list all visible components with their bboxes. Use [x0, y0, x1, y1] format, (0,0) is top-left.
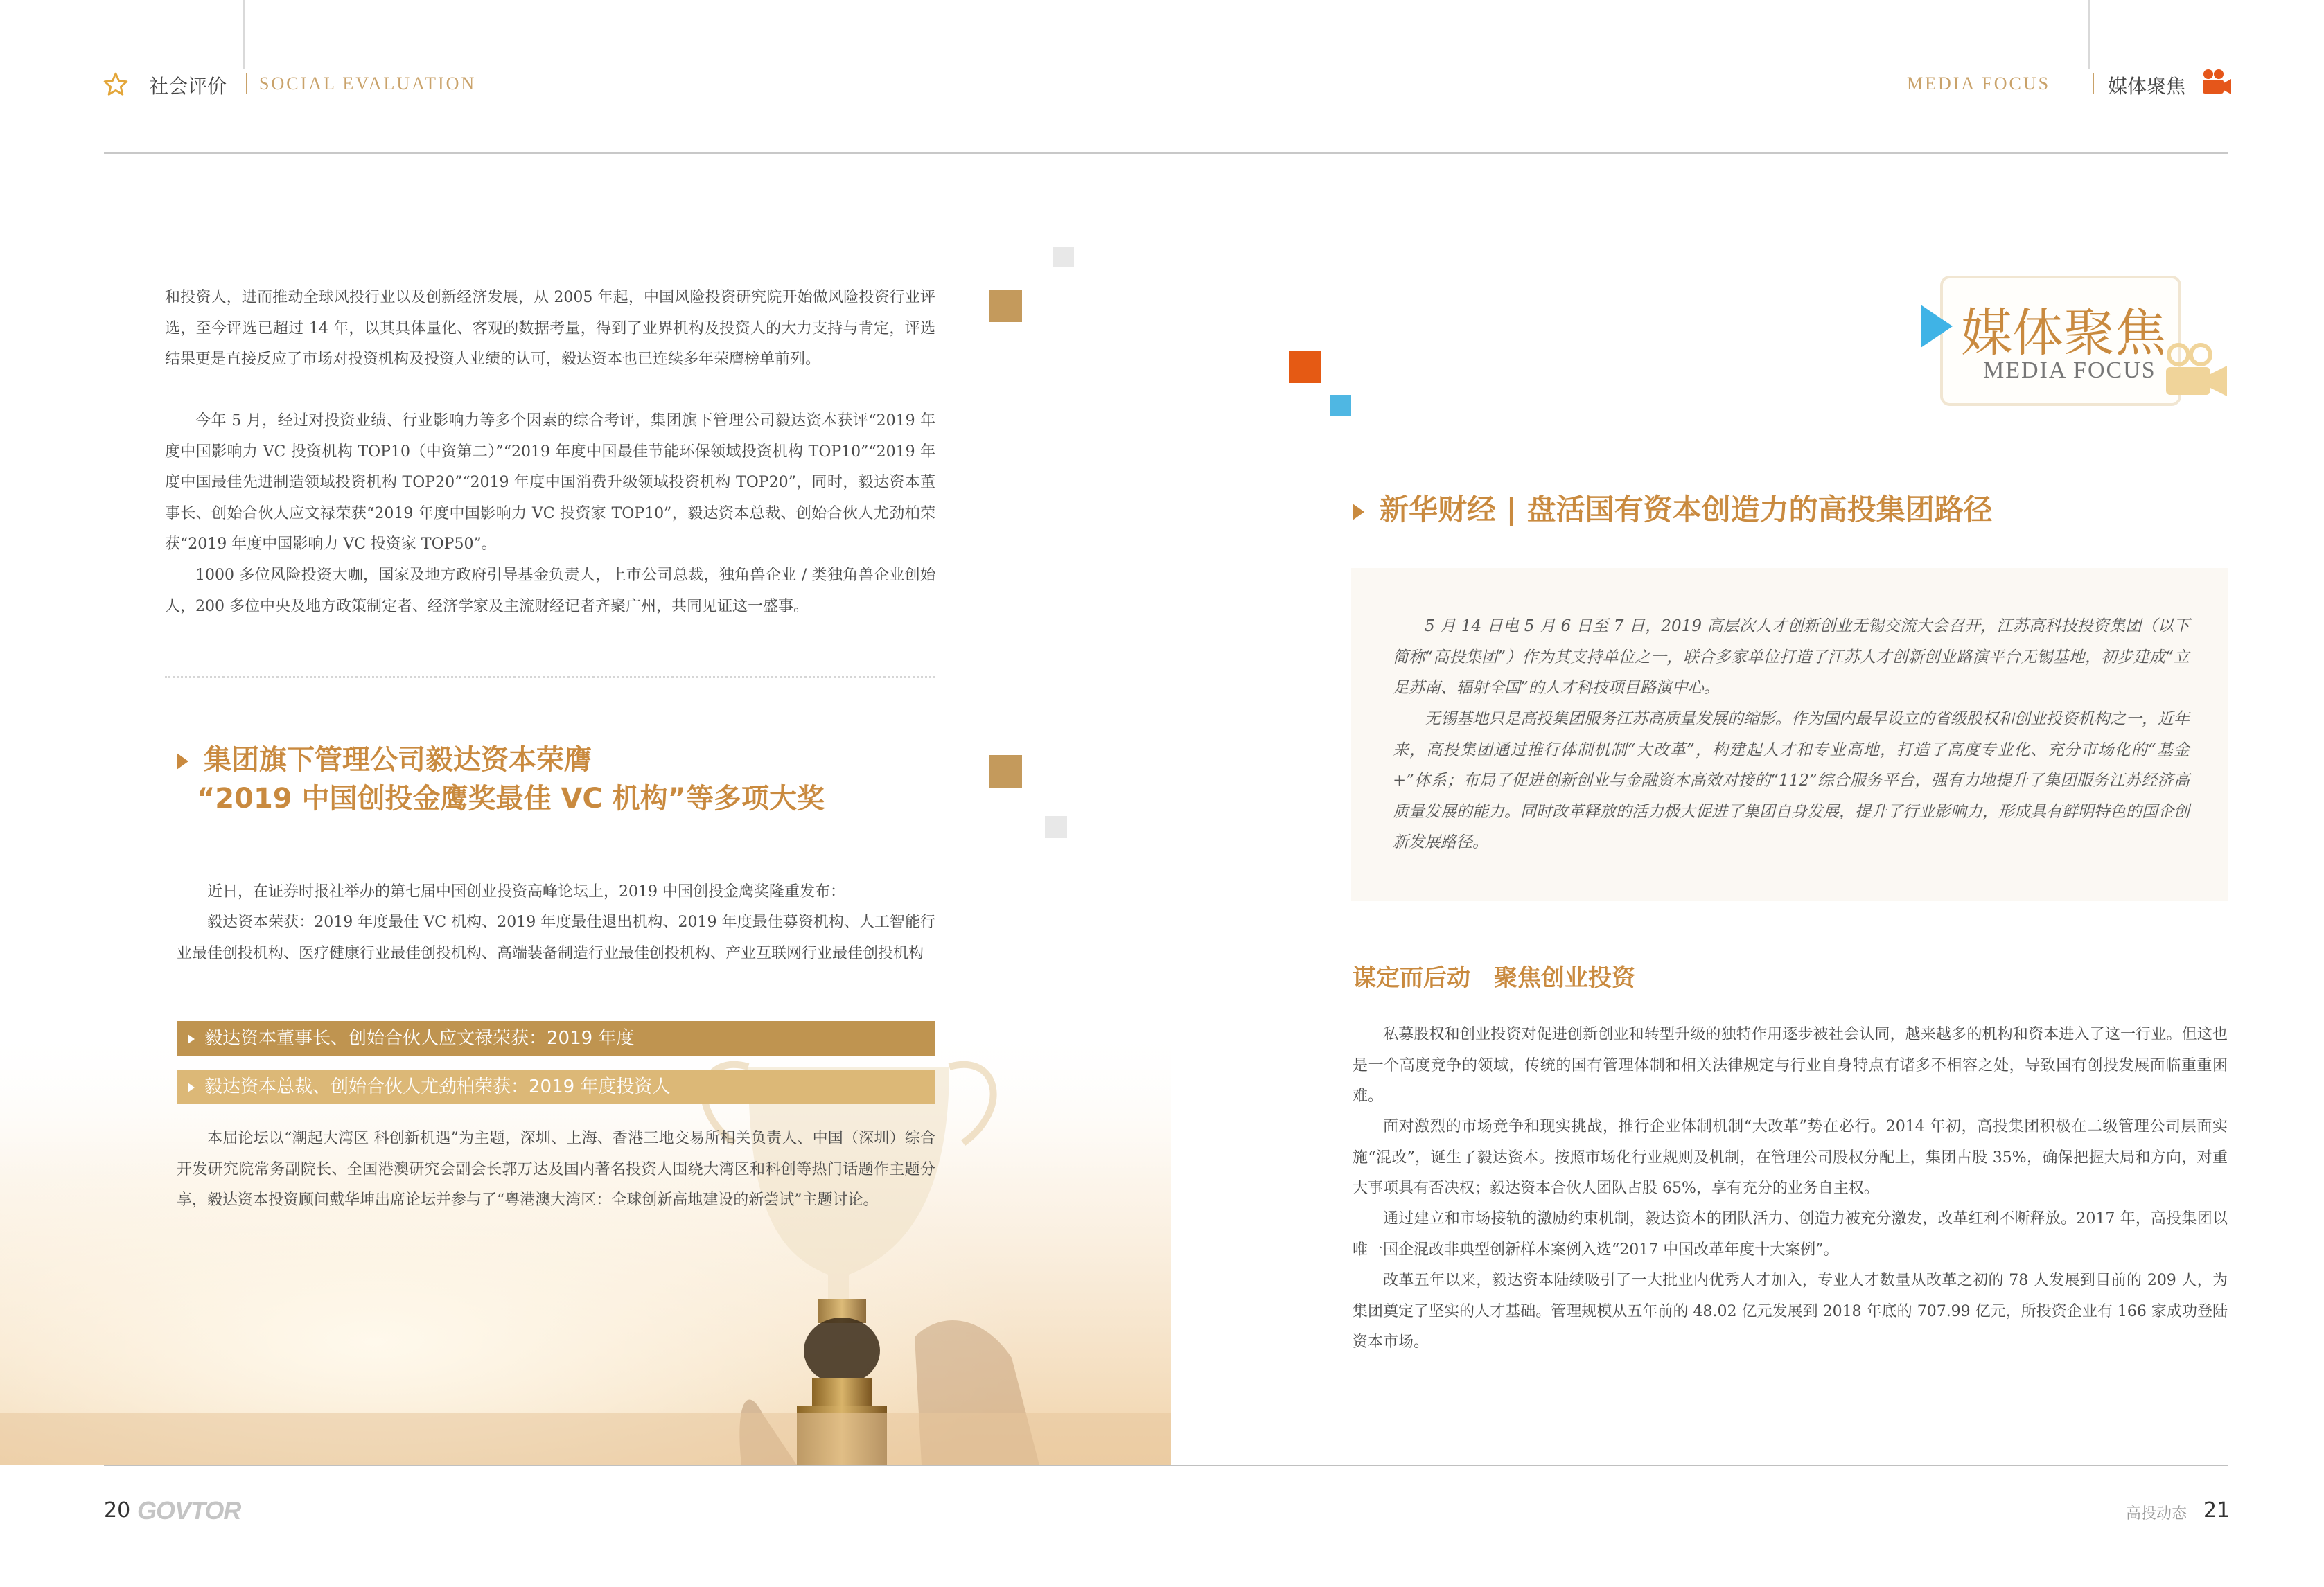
award-heading [177, 741, 939, 818]
govtor-logo: GOVTOR [137, 1496, 241, 1525]
badge-title-en: MEDIA FOCUS [1983, 357, 2156, 383]
summary-paragraph-2: 无锡基地只是高投集团服务江苏高质量发展的缩影。作为国内最早设立的省级股权和创业投资机构之一，近年来，高投集团通过推行体制机制“大改革”，构建起人才和专业高地，打造了高度专业化、充分市场化的“基金 +”体系；布局了促进创新创业与金融资本高效对接的“112”综合服务平台，强有力地提升了集团服务江苏经济高质量发展的能力。同时改革释放的活力极大促进了集团自身发展，提升了行业影响力，形成具有鲜明特色的国企创新发展路径。 [1393, 710, 2190, 851]
header-rule [104, 152, 2228, 154]
decor-square-blue [1330, 395, 1351, 416]
body-paragraph-1: 私募股权和创业投资对促进创新创业和转型升级的独特作用逐步被社会认同，越来越多的机构和资本进入了这一行业。但这也是一个高度竞争的领域，传统的国有管理体制和相关法律规定与行业自身特点有诸多不相容之处，导致国有创投发展面临重重困难。 [1353, 1026, 2228, 1105]
award-bar-chairman-text: 毅达资本董事长、创始合伙人应文禄荣获：2019 年度 [204, 1028, 635, 1049]
award-heading-line1: 集团旗下管理公司毅达资本荣膺 [204, 744, 592, 776]
decor-square-gray [1053, 247, 1074, 267]
section-label-cn: 社会评价 [149, 75, 227, 98]
article-summary-box [1351, 568, 2228, 901]
section-label-en-right: MEDIA FOCUS [1907, 73, 2051, 94]
award-heading-line2: “2019 中国创投金鹰奖最佳 VC 机构”等多项大奖 [197, 783, 825, 815]
heading-triangle-icon [177, 753, 188, 770]
bar-triangle-icon [188, 1034, 195, 1044]
movie-camera-icon [2201, 68, 2233, 97]
header-divider-left [243, 0, 245, 69]
award-bar-president [177, 1070, 935, 1104]
page-number-right: 21 [2203, 1498, 2230, 1523]
decor-square-orange [1289, 351, 1321, 383]
page-number-left: 20 [104, 1498, 131, 1523]
badge-title-cn: 媒体聚焦 [1961, 303, 2166, 363]
decor-square-tan [989, 290, 1022, 322]
award-bar-chairman [177, 1021, 935, 1056]
intro-paragraph-3: 1000 多位风险投资大咖，国家及地方政府引导基金负责人，上市公司总裁，独角兽企业 / 类独角兽企业创始人，200 多位中央及地方政策制定者、经济学家及主流财经记者齐聚广州，共同见证这一盛事。 [165, 567, 935, 615]
decor-square-gray-2 [1045, 816, 1067, 838]
award-paragraph-2: 毅达资本荣获：2019 年度最佳 VC 机构、2019 年度最佳退出机构、2019 年度最佳募资机构、人工智能行业最佳创投机构、医疗健康行业最佳创投机构、高端装备制造行业最佳创投机构、产业互联网行业最佳创投机构 [177, 914, 935, 962]
award-bar-president-text: 毅达资本总裁、创始合伙人尤劲柏荣获：2019 年度投资人 [204, 1076, 671, 1097]
decor-square-tan-2 [989, 755, 1022, 788]
body-paragraph-4: 改革五年以来，毅达资本陆续吸引了一大批业内优秀人才加入，专业人才数量从改革之初的 78 人发展到目前的 209 人，为集团奠定了坚实的人才基础。管理规模从五年前的 48.02 亿元发展到 2018 年底的 707.99 亿元，所投资企业有 166 家成功登陆资本市场。 [1353, 1272, 2228, 1351]
badge-triangle-icon [1921, 305, 1953, 348]
footer-label-right: 高投动态 [2126, 1505, 2187, 1523]
label-separator [246, 73, 247, 94]
article-heading [1353, 489, 2226, 531]
forum-paragraph: 本届论坛以“潮起大湾区 科创新机遇”为主题，深圳、上海、香港三地交易所相关负责人、中国（深圳）综合开发研究院常务副院长、全国港澳研究会副会长郭万达及国内著名投资人围绕大湾区和科创等热门话题作主题分享，毅达资本投资顾问戴华坤出席论坛并参与了“粤港澳大湾区：全球创新高地建设的新尝试”主题讨论。 [177, 1130, 935, 1209]
label-separator-right [2093, 73, 2094, 94]
summary-paragraph-1: 5 月 14 日电 5 月 6 日至 7 日，2019 高层次人才创新创业无锡交流大会召开，江苏高科技投资集团（以下简称“高投集团”）作为其支持单位之一，联合多家单位打造了江苏人才创新创业路演平台无锡基地，初步建成“立足苏南、辐射全国”的人才科技项目路演中心。 [1393, 617, 2190, 697]
dotted-divider [165, 676, 935, 678]
badge-camera-icon [2160, 341, 2230, 399]
heading-triangle-icon [1353, 504, 1364, 520]
bar-triangle-icon [188, 1083, 195, 1092]
star-outline-icon [103, 71, 129, 98]
section-label-en: SOCIAL EVALUATION [259, 73, 477, 94]
intro-paragraph-1: 和投资人，进而推动全球风投行业以及创新经济发展，从 2005 年起，中国风险投资研究院开始做风险投资行业评选，至今评选已超过 14 年，以其具体量化、客观的数据考量，得到了业界机构及投资人的大力支持与肯定，评选结果更是直接反应了市场对投资机构及投资人业绩的认可，毅达资本也已连续多年荣膺榜单前列。 [165, 289, 935, 368]
section-subheading: 谋定而后动 聚焦创业投资 [1353, 964, 1635, 992]
intro-paragraph-2: 今年 5 月，经过对投资业绩、行业影响力等多个因素的综合考评，集团旗下管理公司毅达资本获评“2019 年度中国影响力 VC 投资机构 TOP10（中资第二）”“2019 年度中国最佳节能环保领域投资机构 TOP10”“2019 年度中国最佳先进制造领域投资机构 TOP20”“2019 年度中国消费升级领域投资机构 TOP20”，同时，毅达资本董事长、创始合伙人应文禄荣获“2019 年度中国影响力 VC 投资家 TOP10”，毅达资本总裁、创始合伙人尤劲柏荣获“2019 年度中国影响力 VC 投资家 TOP50”。 [165, 412, 935, 553]
section-label-cn-right: 媒体聚焦 [2108, 75, 2186, 98]
award-paragraph-1: 近日，在证券时报社举办的第七届中国创业投资高峰论坛上，2019 中国创投金鹰奖隆重发布： [207, 883, 845, 901]
body-paragraph-3: 通过建立和市场接轨的激励约束机制，毅达资本的团队活力、创造力被充分激发，改革红利不断释放。2017 年，高投集团以唯一国企混改非典型创新样本案例入选“2017 中国改革年度十大案例”。 [1353, 1210, 2228, 1259]
footer-rule [104, 1465, 2228, 1466]
body-paragraph-2: 面对激烈的市场竞争和现实挑战，推行企业体制机制“大改革”势在必行。2014 年初，高投集团积极在二级管理公司层面实施“混改”，诞生了毅达资本。按照市场化行业规则及机制，在管理公司股权分配上，集团占股 35%，确保把握大局和方向，对重大事项具有否决权；毅达资本合伙人团队占股 65%，享有充分的业务自主权。 [1353, 1118, 2228, 1197]
header-divider-right [2088, 0, 2090, 69]
article-heading-text: 新华财经 | 盘活国有资本创造力的高投集团路径 [1380, 493, 1993, 526]
